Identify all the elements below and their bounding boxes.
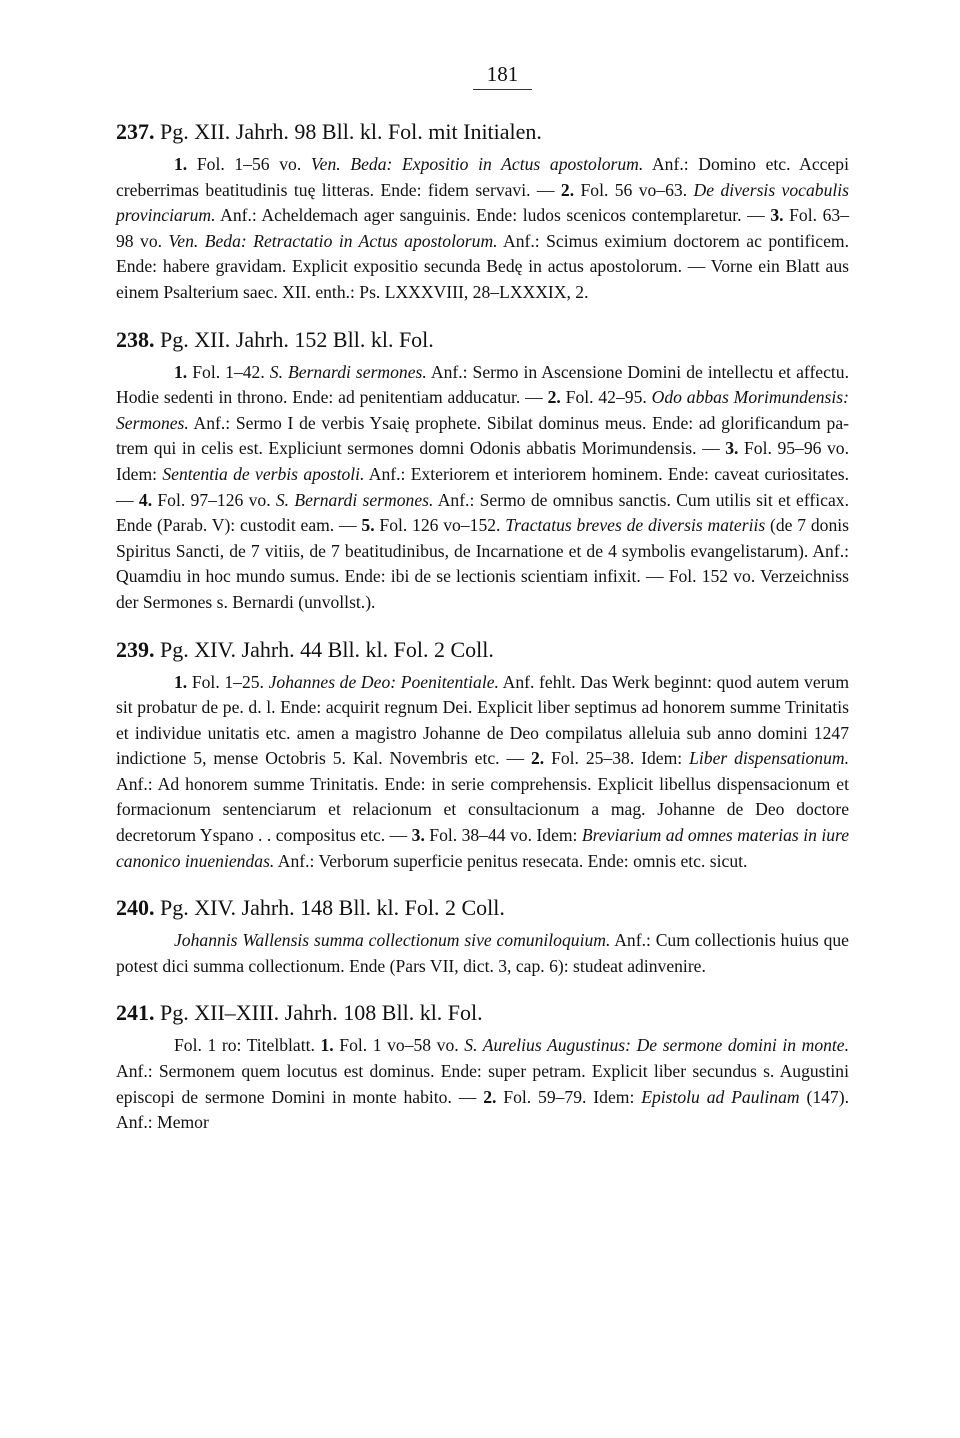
catalog-page xyxy=(116,62,849,1156)
catalog-entry xyxy=(116,636,849,875)
work-title: Tractatus breves de diversis materiis xyxy=(505,515,766,536)
item-number: 3. xyxy=(411,825,425,846)
entry-text-run: Fol. 1–42. xyxy=(187,361,270,382)
work-title: Epistolu ad Paulinam xyxy=(641,1086,800,1107)
catalog-entry xyxy=(116,894,849,979)
entry-text-run: Fol. 97–126 vo. xyxy=(152,489,276,510)
item-number: 2. xyxy=(560,179,575,200)
catalog-entry xyxy=(116,999,849,1135)
item-number: 4. xyxy=(138,489,153,510)
entry-number: 241. xyxy=(116,1000,155,1026)
item-number: 3. xyxy=(770,205,784,226)
entry-text-run: Anf.: Sermo de omnibus sanctis. Cum utilis sit et efficax. Ende (Parab. V): custodit eam. — xyxy=(116,489,849,536)
entry-number: 238. xyxy=(116,326,155,352)
entry-body xyxy=(116,152,849,306)
entry-description: Pg. XII. Jahrh. 98 Bll. kl. Fol. mit Initialen. xyxy=(154,119,542,144)
item-number: 1. xyxy=(174,361,188,382)
entry-text-run: Fol. 59–79. Idem: xyxy=(496,1086,642,1107)
work-title: Johannis Wallensis summa collectionum sive comuniloquium. xyxy=(174,930,611,951)
entry-body xyxy=(116,360,849,616)
entry-text xyxy=(116,670,849,875)
entry-text-run: Anf.: Scimus eximium doctorem ac pontificem. Ende: habere gravidam. Explicit expositio secunda Bedę in actus apostolorum. — Vorne ein Blatt aus einem Psalterium saec. XII. enth.: Ps. LXXXVIII, 28–LXXXIX, 2. xyxy=(116,230,849,302)
entry-text-run: Fol. 42–95. xyxy=(560,387,652,408)
entry-text-run: Fol. 63–98 vo. xyxy=(116,205,849,251)
work-title: S. Bernardi sermones. xyxy=(269,361,427,382)
entry-text-run: (de 7 donis Spiritus Sancti, de 7 vitiis, de 7 beatitudinibus, de Incarnatione et de 4 symbolis evangelistarum). Anf.: Quamdiu in hoc mundo sumus. Ende: ibi de se lectionis scientiam infixit. — Fol. 152 vo. Verzeichniss der Sermones s. Bernardi (unvollst.). xyxy=(116,515,849,612)
work-title: S. Bernardi sermones. xyxy=(275,489,434,510)
entry-body xyxy=(116,928,849,979)
work-title: S. Aurelius Augustinus: De sermone domini in monte. xyxy=(464,1035,850,1056)
entry-body xyxy=(116,1033,849,1135)
page-number: 181 xyxy=(156,62,849,90)
work-title: Sententia de verbis apostoli. xyxy=(162,463,365,484)
entry-body xyxy=(116,670,849,875)
entry-text xyxy=(116,360,849,616)
item-number: 2. xyxy=(483,1086,497,1107)
item-number: 5. xyxy=(361,515,375,536)
entry-text-run: Anf.: Sermo in Ascensione Domini de intellectu et affectu. Hodie sedenti in throno. Ende: ad penitentiam adducatur. — xyxy=(116,361,850,408)
item-number: 2. xyxy=(530,748,545,769)
work-title: Liber dispensationum. xyxy=(689,748,849,769)
entry-number: 237. xyxy=(116,119,155,144)
entry-text-run: Anf.: Sermo I de verbis Ysaię prophete. Sibilat dominus meus. Ende: ad glorificandum patrem qui in celis est. Expliciunt sermones domni Odonis abbatis Morimundensis. — xyxy=(116,412,849,459)
entry-text-run: Fol. 38–44 vo. Idem: xyxy=(424,825,582,846)
entry-text-run: Anf. fehlt. Das Werk beginnt: quod autem verum sit probatur de pe. d. l. Ende: acquirit regnum Dei. Explicit liber septimus ad honorem summe Trinitatis et individue unitatis etc. amen a magistro Johanne de Deo compilatus alleluia sub anno domini 1247 indictione 5, mense Octobris 5. Kal. Novembris etc. — xyxy=(116,671,850,769)
entry-heading xyxy=(116,999,849,1027)
entry-description: Pg. XIV. Jahrh. 148 Bll. kl. Fol. 2 Coll. xyxy=(154,895,505,921)
entry-text-run: Fol. 1 vo–58 vo. xyxy=(333,1035,465,1056)
entry-heading xyxy=(116,326,849,354)
work-title: Breviarium ad omnes materias in iure canonico inueniendas. xyxy=(116,825,850,871)
entry-text-run: Fol. 1 ro: Titelblatt. xyxy=(174,1035,321,1056)
entry-text xyxy=(116,928,849,979)
entry-text-run: Fol. 1–56 vo. xyxy=(187,154,311,174)
entry-number: 239. xyxy=(116,636,155,662)
entry-text-run: Fol. 25–38. Idem: xyxy=(544,748,690,769)
entry-heading xyxy=(116,636,849,664)
item-number: 3. xyxy=(725,438,739,459)
entry-text-run: Anf.: Ad honorem summe Trinitatis. Ende: in serie comprehensis. Explicit libellus dispensacionum et formacionum sentenciarum et relacionum et consultacionum a mag. Johanne de Deo doctore decretorum Yspano . . compositus etc. — xyxy=(116,773,849,846)
entry-description: Pg. XII. Jahrh. 152 Bll. kl. Fol. xyxy=(154,326,434,352)
work-title: De diversis vocabulis provinciarum. xyxy=(116,179,849,226)
work-title: Johannes de Deo: Poenitentiale. xyxy=(268,671,499,692)
entry-text-run: Anf.: Verborum superficie penitus resecata. Ende: omnis etc. sicut. xyxy=(274,850,748,871)
entry-text-run: Fol. 126 vo–152. xyxy=(374,515,506,536)
entry-text-run: (147). Anf.: Memor xyxy=(116,1086,849,1133)
work-title: Odo abbas Morimundensis: Sermones. xyxy=(116,387,849,433)
entry-text-run: Fol. 1–25. xyxy=(187,671,269,692)
entries-list xyxy=(116,118,849,1136)
entry-text-run: Anf.: Cum collectionis huius que potest dici summa collectionum. Ende (Pars VII, dict. 3, cap. 6): studeat adinvenire. xyxy=(116,930,849,976)
work-title: Ven. Beda: Expositio in Actus apostolorum. xyxy=(310,154,644,174)
work-title: Ven. Beda: Retractatio in Actus apostolorum. xyxy=(168,230,498,251)
item-number: 1. xyxy=(174,154,188,174)
entry-text-run: Anf.: Domino etc. Accepi creberrimas beatitudinis tuę litteras. Ende: fidem servavi. — xyxy=(116,154,849,200)
item-number: 1. xyxy=(174,671,188,692)
entry-text-run: Fol. 56 vo–63. xyxy=(574,179,694,200)
entry-text xyxy=(116,1033,849,1135)
item-number: 2. xyxy=(547,387,561,408)
entry-text-run: Anf.: Exteriorem et interiorem hominem. Ende: caveat curiositates. — xyxy=(116,463,849,510)
entry-heading xyxy=(116,894,849,922)
catalog-entry xyxy=(116,118,849,306)
entry-heading xyxy=(116,118,849,146)
entry-description: Pg. XIV. Jahrh. 44 Bll. kl. Fol. 2 Coll. xyxy=(154,636,494,662)
catalog-entry xyxy=(116,326,849,616)
entry-number: 240. xyxy=(116,895,155,921)
item-number: 1. xyxy=(320,1035,334,1056)
entry-description: Pg. XII–XIII. Jahrh. 108 Bll. kl. Fol. xyxy=(154,1000,483,1026)
entry-text-run: Anf.: Sermonem quem locutus est dominus. Ende: super petram. Explicit liber secundus s. Augustini episcopi de sermone Domini in monte habito. — xyxy=(116,1061,849,1107)
entry-text-run: Anf.: Acheldemach ager sanguinis. Ende: ludos scenicos contemplaretur. — xyxy=(215,205,771,226)
entry-text-run: Fol. 95–96 vo. Idem: xyxy=(116,438,849,484)
entry-text xyxy=(116,152,849,306)
